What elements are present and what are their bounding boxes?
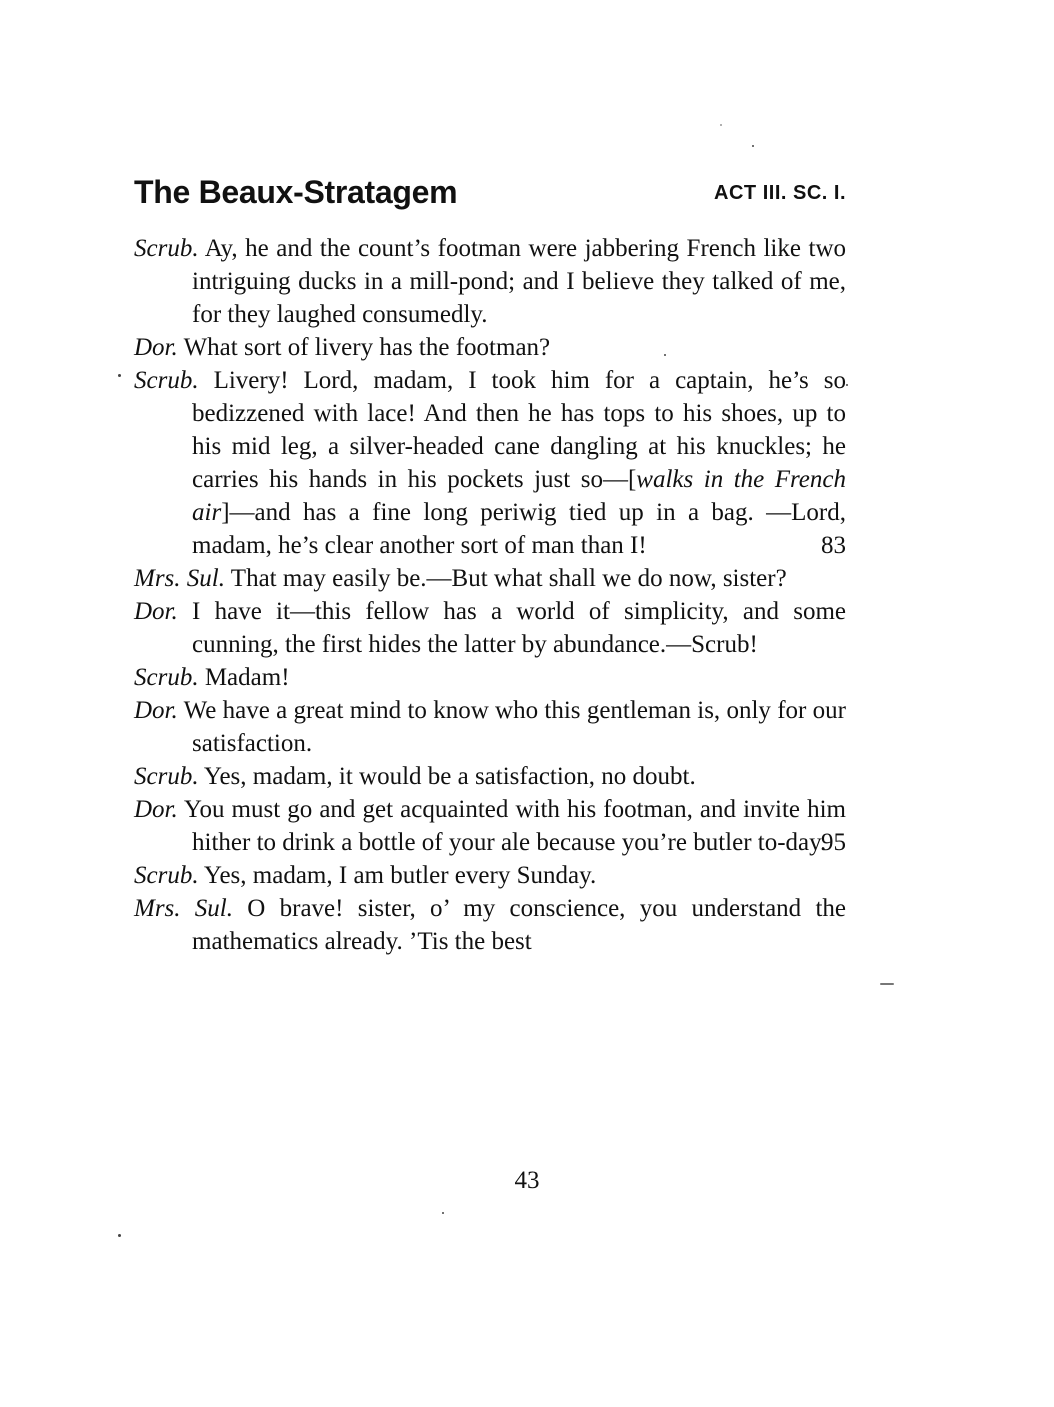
speaker-name: Dor. (134, 796, 178, 823)
play-text (134, 232, 846, 958)
stage-direction: walks in the French air (192, 466, 846, 526)
speech-dor-4 (134, 793, 846, 859)
scan-speck (846, 384, 848, 386)
speaker-name: Scrub. (134, 235, 199, 262)
speech-text: Yes, madam, I am butler every Sunday. (203, 862, 597, 889)
line-number: 83 (821, 532, 846, 559)
page-number: 43 (514, 1167, 540, 1194)
speaker-name: Dor. (134, 598, 178, 625)
running-header (134, 170, 846, 214)
speaker-name: Mrs. Sul. (134, 895, 234, 922)
speaker-name: Scrub. (134, 664, 199, 691)
speaker-name: Dor. (134, 334, 178, 361)
speech-text: We have a great mind to know who this gentleman is, only for our satisfaction. (183, 697, 846, 757)
speech-mrs-sul-1 (134, 562, 846, 595)
speech-scrub-1 (134, 232, 846, 331)
speech-text: That may easily be.—But what shall we do now, sister? (230, 565, 787, 592)
speech-text: What sort of livery has the footman? (183, 334, 551, 361)
speech-scrub-5 (134, 859, 846, 892)
speaker-name: Scrub. (134, 763, 199, 790)
speaker-name: Dor. (134, 697, 178, 724)
speaker-name: Mrs. Sul. (134, 565, 225, 592)
scan-speck (664, 354, 666, 356)
speaker-name: Scrub. (134, 367, 199, 394)
line-number: 95 (821, 829, 846, 856)
speech-text: Livery! Lord, madam, I took him for a captain, he’s so bedizzened with lace! And then he has tops to his shoes, up to his mid leg, a silver-headed cane dangling at his knuckles; he carries his hands in his pockets just so—[ (192, 367, 847, 493)
speech-scrub-2 (134, 364, 846, 562)
speech-scrub-4 (134, 760, 846, 793)
speech-text: Madam! (204, 664, 290, 691)
act-scene-label: ACT III. SC. I. (714, 182, 846, 204)
speech-text: You must go and get acquainted with his footman, and invite him hither to drink a bottle of your ale because you’re butler to-day. (183, 796, 846, 856)
scan-speck (720, 124, 722, 126)
running-title: The Beaux-Stratagem (134, 174, 458, 210)
scan-speck (118, 1234, 121, 1237)
scan-speck (442, 1212, 444, 1214)
speech-text: Yes, madam, it would be a satisfaction, no doubt. (203, 763, 696, 790)
speech-mrs-sul-2 (134, 892, 846, 958)
scan-speck (752, 145, 754, 147)
speech-text-continued: ]—and has a fine long periwig tied up in a bag. —Lord, madam, he’s clear another sort of man than I! (192, 499, 846, 559)
speech-text: O brave! sister, o’ my conscience, you understand the mathematics already. ’Tis the best (192, 895, 846, 955)
speaker-name: Scrub. (134, 862, 199, 889)
speech-scrub-3 (134, 661, 846, 694)
speech-dor-1 (134, 331, 846, 364)
speech-text: I have it—this fellow has a world of simplicity, and some cunning, the first hides the latter by abundance.—Scrub! (192, 598, 847, 658)
speech-dor-2 (134, 595, 846, 661)
speech-dor-3 (134, 694, 846, 760)
speech-text: Ay, he and the count’s footman were jabbering French like two intriguing ducks in a mill-pond; and I believe they talked of me, for they laughed consumedly. (192, 235, 847, 328)
scan-speck (880, 983, 894, 985)
scan-speck (118, 374, 121, 377)
